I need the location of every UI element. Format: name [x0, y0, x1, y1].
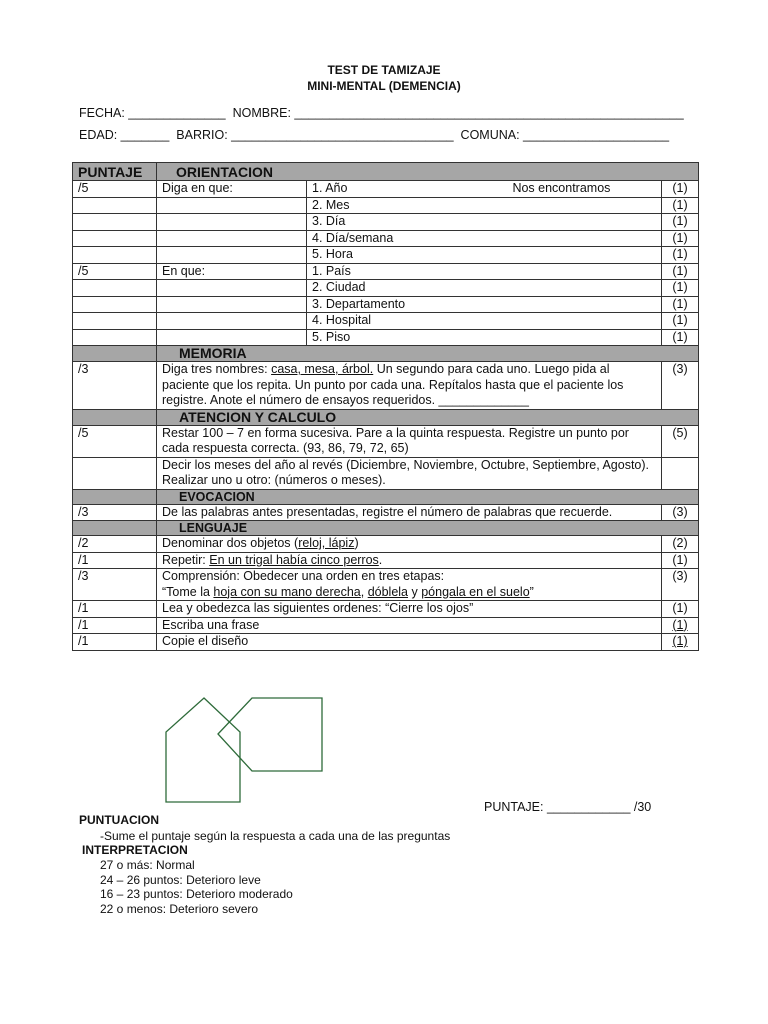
orientacion-header: ORIENTACION: [157, 163, 699, 181]
atencion-row-2: Decir los meses del año al revés (Diciembre, Noviembre, Octubre, Septiembre, Agosto). Realizar uno u otro: (números o meses).: [73, 457, 699, 489]
lenguaje-row-4: /1 Lea y obedezca las siguientes ordenes: “Cierre los ojos” (1): [73, 601, 699, 618]
table-row: 5. Piso (1): [73, 329, 699, 346]
interpretacion-item: 24 – 26 puntos: Deterioro leve: [100, 873, 261, 887]
orientacion-header-row: [73, 163, 699, 181]
lenguaje-row-3: /3 Comprensión: Obedecer una orden en tres etapas: “Tome la hoja con su mano derecha, dóblela y póngala en el suelo” (3): [73, 569, 699, 601]
atencion-header-row: ATENCION Y CALCULO: [73, 409, 699, 425]
pentagon-left-icon: [166, 698, 240, 802]
memoria-header-row: MEMORIA: [73, 346, 699, 362]
interpretacion-item: 27 o más: Normal: [100, 858, 195, 872]
table-row: 4. Hospital (1): [73, 313, 699, 330]
table-row: 2. Ciudad (1): [73, 280, 699, 297]
memoria-row: /3 Diga tres nombres: casa, mesa, árbol. Un segundo para cada uno. Luego pida al paciente que los repita. Un punto por cada una. Repítalos hasta que el paciente los registre. Anote el número de ensayos requeridos. _____________ (3): [73, 362, 699, 410]
table-row: 2. Mes (1): [73, 197, 699, 214]
document-subtitle: MINI-MENTAL (DEMENCIA): [307, 79, 461, 93]
interpretacion-title: INTERPRETACION: [82, 843, 188, 857]
document-title: TEST DE TAMIZAJE: [327, 63, 441, 77]
lenguaje-header-row: LENGUAJE: [73, 521, 699, 536]
mini-mental-table: [72, 162, 699, 651]
table-row: /5 En que: 1. País (1): [73, 263, 699, 280]
table-row: 4. Día/semana (1): [73, 230, 699, 247]
table-row: 5. Hora (1): [73, 247, 699, 264]
puntaje-total: PUNTAJE: ____________ /30: [484, 800, 652, 814]
puntaje-header: PUNTAJE: [73, 163, 157, 181]
table-row: 3. Día (1): [73, 214, 699, 231]
atencion-row-1: /5 Restar 100 – 7 en forma sucesiva. Pare a la quinta respuesta. Registre un punto por cada respuesta correcta. (93, 86, 79, 72, 65) (5): [73, 425, 699, 457]
intersecting-pentagons-figure: [160, 694, 330, 806]
evocacion-header-row: EVOCACION: [73, 489, 699, 504]
lenguaje-row-1: /2 Denominar dos objetos (reloj, lápiz) (2): [73, 536, 699, 553]
lenguaje-row-2: /1 Repetir: En un trigal había cinco perros. (1): [73, 552, 699, 569]
puntuacion-text: -Sume el puntaje según la respuesta a cada una de las preguntas: [100, 829, 451, 843]
edad-barrio-comuna-line: EDAD: _______ BARRIO: ________________________________ COMUNA: _____________________: [79, 128, 670, 142]
fecha-nombre-line: FECHA: ______________ NOMBRE: ________________________________________________________: [79, 106, 684, 120]
pentagon-right-icon: [218, 698, 322, 771]
interpretacion-item: 22 o menos: Deterioro severo: [100, 902, 259, 916]
table-row: 3. Departamento (1): [73, 296, 699, 313]
lenguaje-row-5: /1 Escriba una frase (1): [73, 617, 699, 634]
interpretacion-item: 16 – 23 puntos: Deterioro moderado: [100, 887, 293, 901]
lenguaje-row-6: /1 Copie el diseño (1): [73, 634, 699, 651]
table-row: /5 Diga en que: 1. Año Nos encontramos (1): [73, 181, 699, 198]
puntuacion-title: PUNTUACION: [79, 813, 159, 827]
evocacion-row: /3 De las palabras antes presentadas, registre el número de palabras que recuerde. (3): [73, 504, 699, 521]
